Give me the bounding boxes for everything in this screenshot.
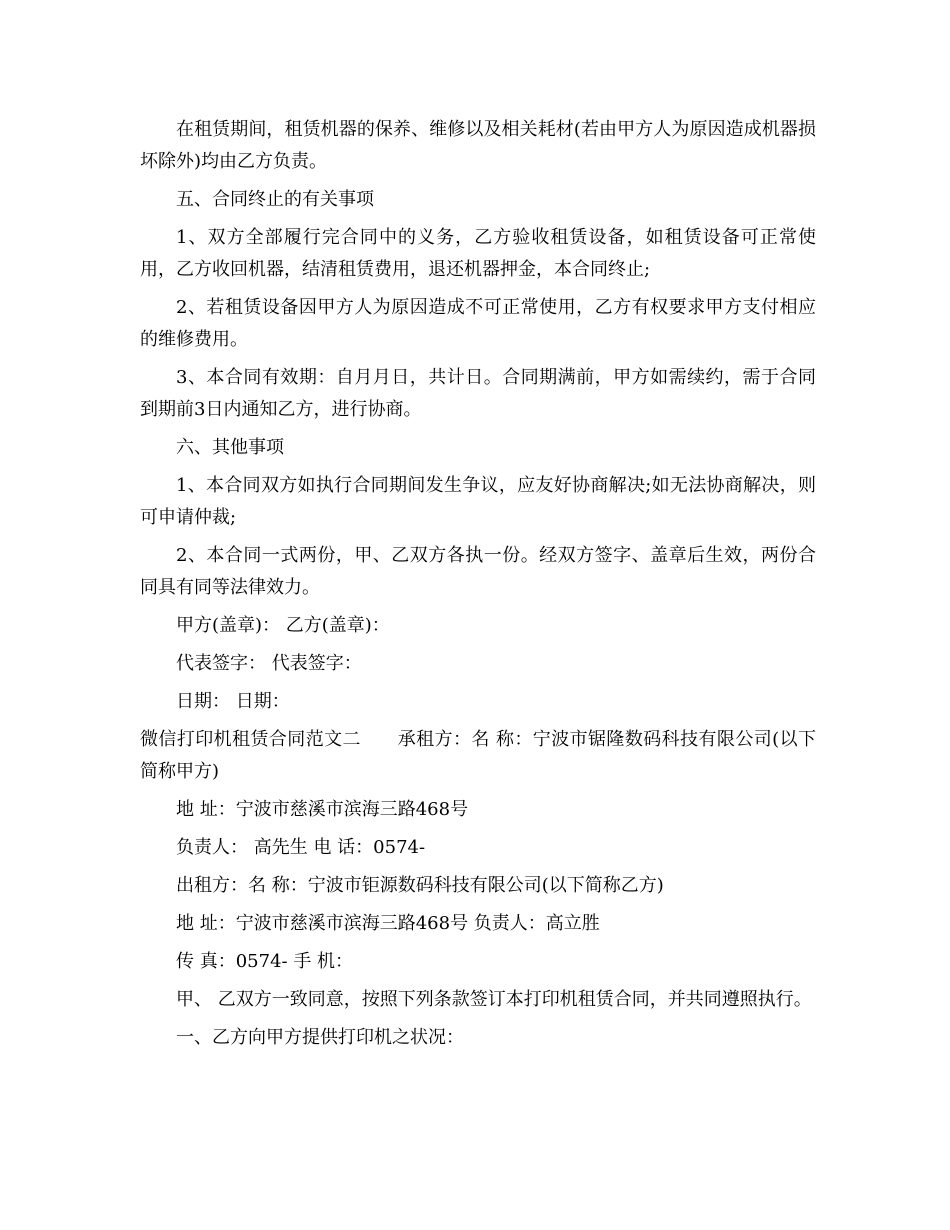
- section-heading-6: 六、其他事项: [176, 437, 284, 458]
- lessor-line: 出租方：名 称：宁波市钜源数码科技有限公司(以下简称乙方): [176, 875, 664, 896]
- section-heading-5: 五、合同终止的有关事项: [176, 189, 374, 210]
- paragraph: 甲、 乙双方一致同意，按照下列条款签订本打印机租赁合同，并共同遵照执行。: [176, 989, 812, 1010]
- paragraph: 3、本合同有效期：自月月日，共计日。合同期满前，甲方如需续约，需于合同到期前3日内通知乙方，进行协商。: [140, 367, 816, 420]
- date-line: 日期： 日期：: [176, 691, 290, 712]
- paragraph: 2、本合同一式两份，甲、乙双方各执一份。经双方签字、盖章后生效，两份合同具有同等法律效力。: [140, 545, 816, 598]
- address-line: 地 址：宁波市慈溪市滨海三路468号: [176, 799, 469, 820]
- contact-line: 传 真：0574- 手 机：: [176, 951, 354, 972]
- section-heading-1: 一、乙方向甲方提供打印机之状况：: [176, 1027, 464, 1048]
- document-body: [140, 114, 816, 1060]
- paragraph: 2、若租赁设备因甲方人为原因造成不可正常使用，乙方有权要求甲方支付相应的维修费用。: [140, 297, 816, 350]
- paragraph: 1、双方全部履行完合同中的义务，乙方验收租赁设备，如租赁设备可正常使用，乙方收回机器，结清租赁费用，退还机器押金，本合同终止;: [140, 227, 816, 280]
- contact-line: 负责人： 高先生 电 话：0574-: [176, 837, 426, 858]
- contract-title-line: 微信打印机租赁合同范文二 承租方：名 称：宁波市锯隆数码科技有限公司(以下简称甲方): [140, 729, 816, 782]
- signature-line: 甲方(盖章)： 乙方(盖章)：: [176, 615, 390, 636]
- signature-line: 代表签字： 代表签字：: [176, 653, 362, 674]
- address-line: 地 址：宁波市慈溪市滨海三路468号 负责人：高立胜: [176, 913, 600, 934]
- paragraph: 在租赁期间，租赁机器的保养、维修以及相关耗材(若由甲方人为原因造成机器损坏除外)均由乙方负责。: [140, 119, 816, 172]
- paragraph: 1、本合同双方如执行合同期间发生争议，应友好协商解决;如无法协商解决，则可申请仲裁;: [140, 475, 816, 528]
